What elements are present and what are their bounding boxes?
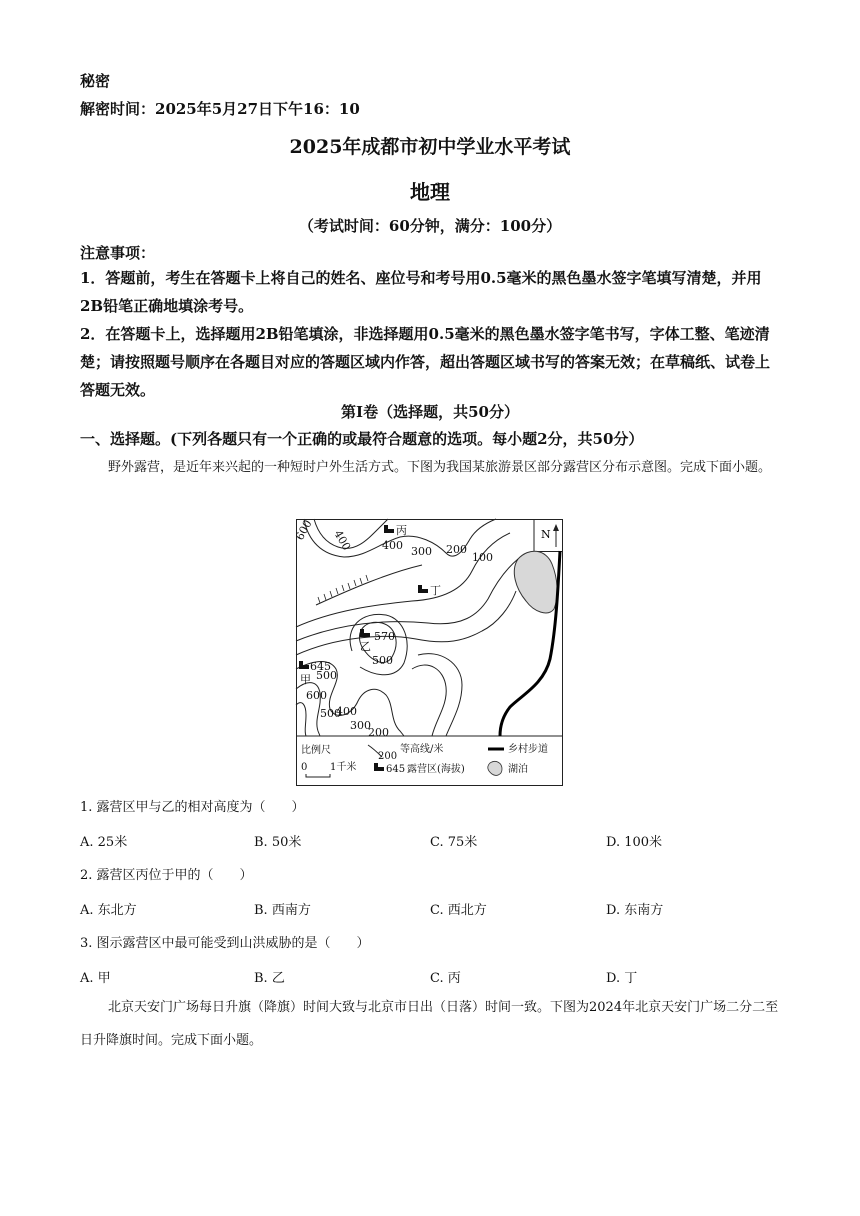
camp-contour-map [293, 517, 563, 785]
contour-label: 500 [316, 669, 337, 682]
question-2-option-d[interactable]: D. 东南方 [606, 903, 664, 918]
contour-label: 400 [336, 705, 357, 718]
question-2-option-b[interactable]: B. 西南方 [254, 903, 311, 918]
legend-path-label: 乡村步道 [508, 744, 548, 755]
question-1-option-a[interactable]: A. 25米 [80, 835, 128, 850]
legend-scale-label: 比例尺 [301, 745, 331, 756]
notice-item-1: 1．答题前，考生在答题卡上将自己的姓名、座位号和考号用0.5毫米的黑色墨水签字笔填写清楚，并用2B铅笔正确地填涂考号。 [80, 269, 762, 315]
question-3-stem: 3. 图示露营区中最可能受到山洪威胁的是（ ） [80, 936, 370, 951]
question-3-option-d[interactable]: D. 丁 [606, 971, 638, 986]
legend-contour-label: 等高线/米 [400, 744, 444, 755]
legend-lake-label: 湖泊 [508, 764, 528, 775]
notice-item-2: 2．在答题卡上，选择题用2B铅笔填涂，非选择题用0.5毫米的黑色墨水签字笔书写，字体工整、笔迹清楚；请按照题号顺序在各题目对应的答题区域内作答，超出答题区域书写的答案无效；在草稿纸、试卷上答题无效。 [80, 325, 771, 399]
question-1-stem: 1. 露营区甲与乙的相对高度为（ ） [80, 800, 305, 815]
contour-label: 400 [331, 528, 354, 553]
question-1-option-b[interactable]: B. 50米 [254, 835, 302, 850]
question-2-option-c[interactable]: C. 西北方 [430, 903, 487, 918]
camp-elev: 645 [310, 660, 331, 673]
question-2-stem: 2. 露营区丙位于甲的（ ） [80, 868, 253, 883]
camp-name: 甲 [300, 673, 311, 686]
north-label: N [541, 528, 551, 541]
question-3-option-a[interactable]: A. 甲 [80, 971, 111, 986]
question-3-option-c[interactable]: C. 丙 [430, 971, 461, 986]
volume-heading: 第Ⅰ卷（选择题，共50分） [341, 403, 519, 421]
question-1-option-d[interactable]: D. 100米 [606, 835, 663, 850]
contour-label: 200 [368, 726, 389, 739]
contour-label: 200 [446, 543, 467, 556]
camp-name: 乙 [360, 640, 371, 653]
question-1-option-c[interactable]: C. 75米 [430, 835, 478, 850]
exam-title: 2025年成都市初中学业水平考试 [289, 136, 571, 158]
contour-label: 400 [382, 539, 403, 552]
exam-subject: 地理 [410, 180, 450, 204]
passage-2: 北京天安门广场每日升旗（降旗）时间大致与北京市日出（日落）时间一致。下图为2024年北京天安门广场二分二至日升降旗时间。完成下面小题。 [80, 1000, 779, 1048]
camp-name: 丁 [430, 584, 441, 597]
contour-label: 600 [306, 689, 327, 702]
legend-camp-value: 645 [386, 764, 406, 775]
contour-label: 100 [472, 551, 493, 564]
part-heading: 一、选择题。(下列各题只有一个正确的或最符合题意的选项。每小题2分，共50分） [80, 430, 644, 448]
legend-camp-label: 露营区(海拔) [407, 764, 465, 775]
legend-contour-value: 200 [378, 751, 398, 762]
decrypt-time: 解密时间：2025年5月27日下午16：10 [80, 100, 360, 118]
legend-scale-one: 1千米 [330, 762, 357, 773]
contour-label: 500 [372, 654, 393, 667]
contour-label: 300 [411, 545, 432, 558]
notice-heading: 注意事项： [80, 244, 156, 262]
camp-name: 丙 [396, 524, 407, 537]
passage-1: 野外露营，是近年来兴起的一种短时户外生活方式。下图为我国某旅游景区部分露营区分布示意图。完成下面小题。 [108, 460, 772, 475]
legend-scale-zero: 0 [301, 762, 308, 773]
contour-label: 300 [350, 719, 371, 732]
contour-label: 600 [293, 517, 315, 543]
question-3-option-b[interactable]: B. 乙 [254, 971, 285, 986]
question-2-option-a[interactable]: A. 东北方 [80, 903, 137, 918]
exam-info: （考试时间：60分钟，满分：100分） [298, 217, 562, 235]
secret-label: 秘密 [80, 72, 111, 90]
contour-label: 500 [320, 707, 341, 720]
camp-elev: 570 [374, 630, 395, 643]
